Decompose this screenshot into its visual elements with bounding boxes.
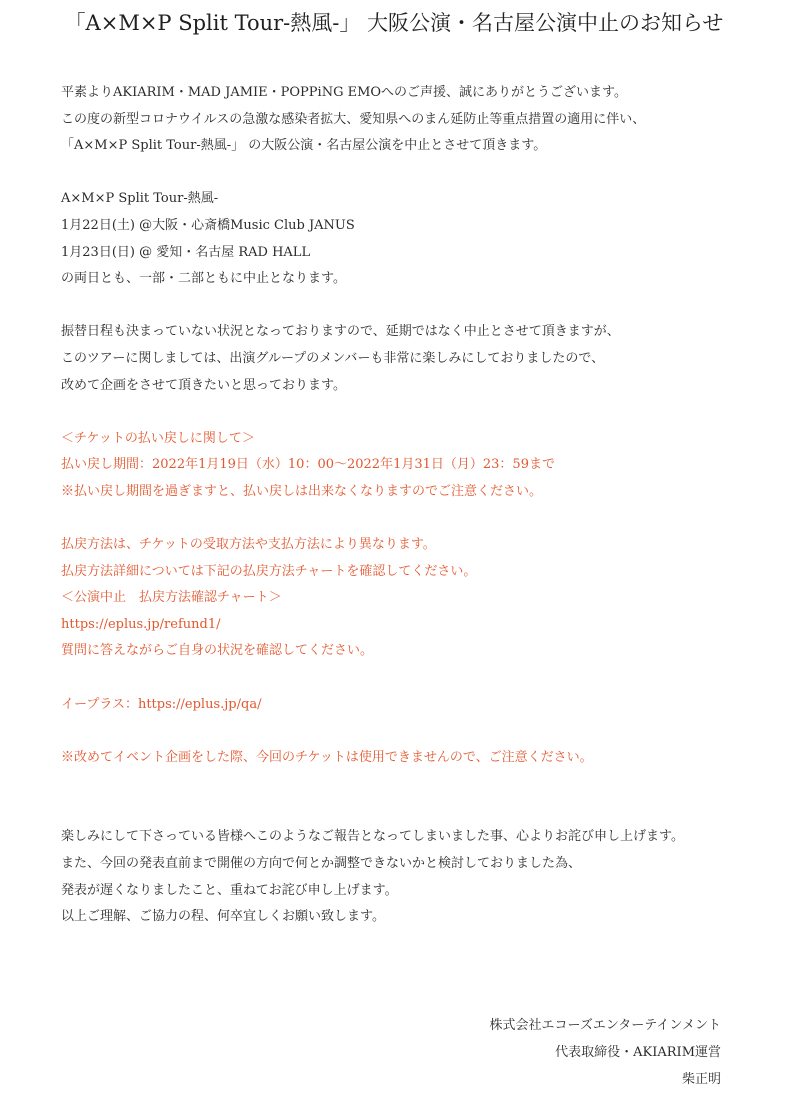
- spacer: [61, 665, 761, 692]
- signature-role: 代表取締役・AKIARIM運営: [555, 1045, 721, 1060]
- signature-name: 柴正明: [681, 1072, 721, 1087]
- reason-section: [61, 319, 761, 399]
- tour-date-osaka: 1月22日(土) @大阪・心斎橋Music Club JANUS: [61, 217, 355, 233]
- spacer: [61, 293, 761, 320]
- refund-heading: ＜チケットの払い戻しに関して＞: [61, 430, 255, 446]
- refund-method-2: 払戻方法詳細については下記の払戻方法チャートを確認してください。: [61, 563, 477, 579]
- intro-section: [61, 80, 761, 160]
- spacer: [61, 160, 761, 187]
- tour-section: [61, 186, 761, 292]
- tour-cancel-note: の両日とも、一部・二部ともに中止となります。: [61, 271, 346, 287]
- refund-warning: ※払い戻し期間を過ぎますと、払い戻しは出来なくなりますのでご注意ください。: [61, 483, 543, 499]
- refund-period: 払い戻し期間：2022年1月19日（水）10：00〜2022年1月31日（月）23：59まで: [61, 457, 555, 473]
- intro-line-1: 平素よりAKIARIM・MAD JAMIE・POPPiNG EMOへのご声援、誠にありがとうございます。: [61, 85, 628, 100]
- refund-chart-note: 質問に答えながらご自身の状況を確認してください。: [61, 643, 374, 659]
- reason-line-1: 振替日程も決まっていない状況となっておりますので、延期ではなく中止とさせて頂きますが、: [61, 324, 620, 340]
- notice-body: [61, 80, 761, 931]
- tour-name: A×M×P Split Tour-熱風-: [61, 191, 219, 207]
- apology-line-1: 楽しみにして下さっている皆様へこのようなご報告となってしまいました事、心よりお詫び申し上げます。: [61, 829, 684, 845]
- spacer: [61, 718, 761, 745]
- apology-line-4: 以上ご理解、ご協力の程、何卒宜しくお願い致します。: [61, 909, 385, 925]
- page-title: 「A×M×P Split Tour-熱風-」 大阪公演・名古屋公演中止のお知らせ: [64, 11, 724, 35]
- spacer: [61, 506, 761, 533]
- apology-line-3: 発表が遅くなりましたこと、重ねてお詫び申し上げます。: [61, 882, 398, 898]
- intro-line-3: 「A×M×P Split Tour-熱風-」 の大阪公演・名古屋公演を中止とさせて頂きます。: [61, 138, 547, 154]
- refund-chart-link[interactable]: https://eplus.jp/refund1/: [61, 616, 221, 632]
- reason-line-3: 改めて企画をさせて頂きたいと思っております。: [61, 377, 346, 393]
- signature-block: [489, 1012, 721, 1093]
- signature-company: 株式会社エコーズエンターテインメント: [489, 1018, 721, 1033]
- spacer: [61, 771, 761, 824]
- refund-method-1: 払戻方法は、チケットの受取方法や支払方法により異なります。: [61, 537, 436, 553]
- apology-line-2: また、今回の発表直前まで開催の方向で何とか調整できないかと検討しておりました為、: [61, 856, 582, 872]
- refund-section: [61, 426, 761, 772]
- apology-section: [61, 824, 761, 930]
- intro-line-2: この度の新型コロナウイルスの急激な感染者拡大、愛知県へのまん延防止等重点措置の適用に伴い、: [61, 111, 646, 127]
- refund-chart-link-line: [61, 612, 761, 639]
- refund-chart-heading: ＜公演中止 払戻方法確認チャート＞: [61, 590, 282, 606]
- eplus-link-line[interactable]: イープラス：https://eplus.jp/qa/: [61, 696, 262, 712]
- future-ticket-note: ※改めてイベント企画をした際、今回のチケットは使用できませんので、ご注意ください。: [61, 749, 593, 765]
- spacer: [61, 399, 761, 426]
- reason-line-2: このツアーに関しましては、出演グループのメンバーも非常に楽しみにしておりましたので、: [61, 350, 605, 366]
- tour-date-nagoya: 1月23日(日) @ 愛知・名古屋 RAD HALL: [61, 244, 311, 260]
